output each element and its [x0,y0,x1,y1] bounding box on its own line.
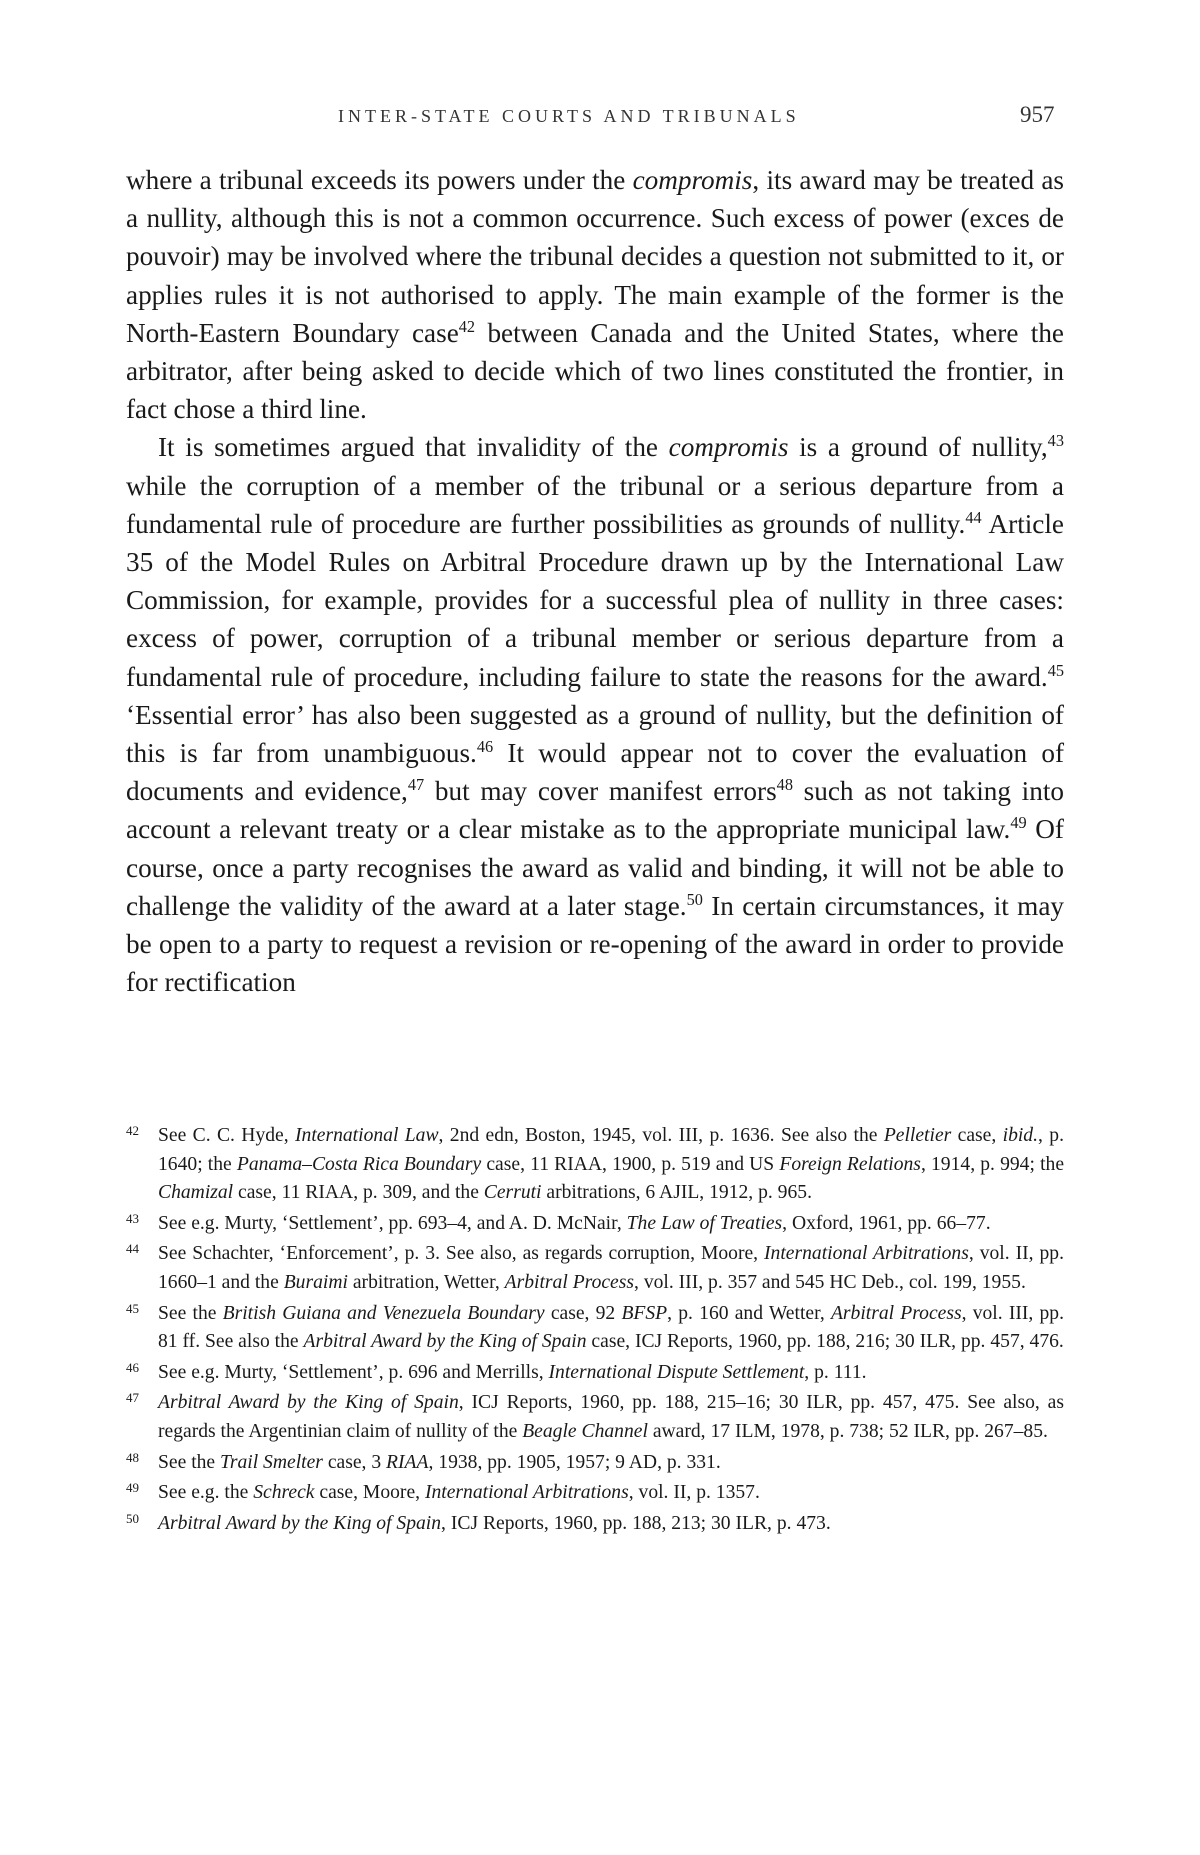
text-run: , p. 111. [804,1361,867,1383]
footnote-number: 50 [126,1510,139,1526]
text-run: , ICJ Reports, 1960, pp. 188, 213; 30 ILR, p. 473. [441,1512,831,1534]
italic-text: The Law of Treaties [626,1212,783,1234]
footnote-number: 44 [126,1241,139,1257]
italic-text: Arbitral Award by the King of Spain [158,1392,459,1414]
italic-text: Arbitral Process [830,1302,962,1324]
text-run: such as not taking into account a relevant treaty or a clear mistake as to the appropriate municipal law. [126,776,1064,845]
text-run: See C. C. Hyde, [158,1125,295,1146]
text-run: , p. 1640; the [158,1125,1064,1175]
running-title: INTER-STATE COURTS AND TRIBUNALS [338,106,800,126]
text-run: Of course, once a party recognises the award as valid and binding, it will not be able to challenge the validity of the award at a later stage. [126,814,1064,921]
italic-text: International Arbitrations [424,1482,629,1504]
italic-text: Chamizal [158,1182,234,1204]
footnote-ref[interactable]: 50 [686,889,703,909]
text-run: , 1938, pp. 1905, 1957; 9 AD, p. 331. [428,1451,721,1473]
italic-text: International Arbitrations [764,1243,969,1265]
italic-text: ibid. [1002,1125,1039,1146]
text-run: , ICJ Reports, 1960, pp. 188, 215–16; 30 ILR, pp. 457, 475. See also, as regards the Argentinian claim of nullity of the [158,1392,1064,1442]
footnote-ref[interactable]: 48 [776,775,793,795]
text-run: , vol. III, pp. 81 ff. See also the [158,1302,1065,1353]
footnote [126,1122,1064,1208]
text-run: but may cover manifest errors [424,776,777,807]
text-run: Article 35 of the Model Rules on Arbitral Procedure drawn up by the International Law Commission, for example, provides for a successful plea of nullity in three cases: excess of power, corruption of a tribunal member or serious departure from a fundamental rule of procedure, including failure to state the reasons for the award. [126,508,1064,692]
footnote-ref[interactable]: 42 [458,316,476,336]
italic-text: Schreck [253,1482,315,1504]
italic-text: Foreign Relations [779,1153,921,1175]
text-run: , Oxford, 1961, pp. 66–77. [782,1212,991,1234]
footnote-number: 47 [126,1390,139,1406]
text-run: See e.g. the [158,1482,254,1504]
italic-text: compromis [668,432,789,463]
italic-text: Cerruti [483,1182,542,1204]
italic-text: BFSP [621,1302,668,1324]
text-run: , its award may be treated as a nullity, although this is not a common occurrence. Such excess of power (exces de pouvoir) may be involved where the tribunal decides a question not submitted to it, or applies rules it is not authorised to apply. The main example of the former is the North-Eastern Boundary case [126,165,1064,348]
italic-text: Arbitral Award by the King of Spain [303,1331,587,1353]
text-run: between Canada and the United States, where the arbitrator, after being asked to decide which of two lines constituted the frontier, in fact chose a third line. [126,317,1064,425]
text-run: , 1914, p. 994; the [920,1153,1065,1175]
footnote [126,1479,1064,1508]
text-run: See Schachter, ‘Enforcement’, p. 3. See also, as regards corruption, Moore, [158,1243,765,1265]
italic-text: British Guiana and Venezuela Boundary [222,1302,545,1324]
italic-text: compromis [632,165,753,195]
text-run: case, Moore, [314,1482,425,1504]
italic-text: Arbitral Award by the King of Spain [158,1512,442,1534]
page-number: 957 [1020,102,1055,127]
footnote [126,1300,1064,1357]
text-run: arbitrations, 6 AJIL, 1912, p. 965. [541,1182,812,1204]
text-run: It would appear not to cover the evaluation of documents and evidence, [126,738,1064,807]
text-run: case, 11 RIAA, 1900, p. 519 and US [481,1153,780,1175]
text-run: , vol. II, p. 1357. [628,1482,760,1504]
text-run: See e.g. Murty, ‘Settlement’, p. 696 and Merrills, [158,1361,549,1383]
running-head [0,100,1200,140]
footnote-ref[interactable]: 44 [965,507,982,527]
footnote [126,1389,1064,1446]
footnote [126,1510,1064,1539]
text-run: arbitration, Wetter, [347,1271,505,1293]
footnotes [126,1122,1064,1540]
footnote-ref[interactable]: 46 [476,736,494,756]
footnote-ref[interactable]: 49 [1010,813,1027,833]
text-run: is a ground of nullity, [788,432,1048,463]
text-run: , 2nd edn, Boston, 1945, vol. III, p. 1636. See also the [438,1125,884,1146]
footnote [126,1359,1064,1388]
text-run: case, ICJ Reports, 1960, pp. 188, 216; 30 ILR, pp. 457, 476. [586,1331,1064,1353]
text-run: , vol. II, pp. 1660–1 and the [158,1243,1064,1293]
text-run: , vol. III, p. 357 and 545 HC Deb., col. 199, 1955. [634,1271,1026,1293]
text-run: case, [951,1125,1003,1146]
italic-text: Arbitral Process [504,1271,635,1293]
italic-text: Panama–Costa Rica Boundary [236,1153,482,1175]
italic-text: International Dispute Settlement [548,1361,805,1383]
text-run: It is sometimes argued that invalidity of the [158,432,669,463]
italic-text: Buraimi [283,1271,348,1293]
text-run: See the [158,1451,221,1473]
text-run: , p. 160 and Wetter, [667,1302,831,1324]
footnote [126,1449,1064,1478]
text-run: ‘Essential error’ has also been suggested as a ground of nullity, but the definition of this is far from unambiguous. [126,699,1064,769]
footnote-number: 43 [126,1210,139,1226]
footnote-number: 48 [126,1449,139,1465]
text-run: See the [158,1302,223,1324]
italic-text: Pelletier [883,1125,952,1146]
footnote-ref[interactable]: 43 [1047,431,1064,451]
text-run: where a tribunal exceeds its powers under the [126,165,633,195]
text-run: case, 11 RIAA, p. 309, and the [233,1182,484,1204]
paragraph [126,161,1064,428]
italic-text: Trail Smelter [220,1451,323,1473]
footnote-number: 42 [126,1123,139,1138]
footnote-ref[interactable]: 45 [1047,660,1064,680]
text-run: while the corruption of a member of the tribunal or a serious departure from a fundamental rule of procedure are further possibilities as grounds of nullity. [126,470,1064,539]
text-run: award, 17 ILM, 1978, p. 738; 52 ILR, pp. 267–85. [647,1420,1048,1442]
footnote [126,1240,1064,1297]
footnote [126,1210,1064,1239]
text-run: See e.g. Murty, ‘Settlement’, pp. 693–4, and A. D. McNair, [158,1212,627,1234]
footnote-number: 49 [126,1480,139,1496]
paragraph [126,428,1064,1001]
footnote-number: 45 [126,1300,139,1316]
text-run: In certain circumstances, it may be open to a party to request a revision or re-opening of the award in order to provide for rectification [126,890,1064,998]
text-run: case, 3 [322,1451,387,1473]
main-text [126,161,1064,1001]
footnote-ref[interactable]: 47 [407,775,425,795]
text-run: case, 92 [544,1302,622,1324]
italic-text: International Law [295,1125,439,1146]
italic-text: Beagle Channel [522,1420,648,1442]
italic-text: RIAA [386,1451,429,1473]
footnote-number: 46 [126,1359,139,1375]
